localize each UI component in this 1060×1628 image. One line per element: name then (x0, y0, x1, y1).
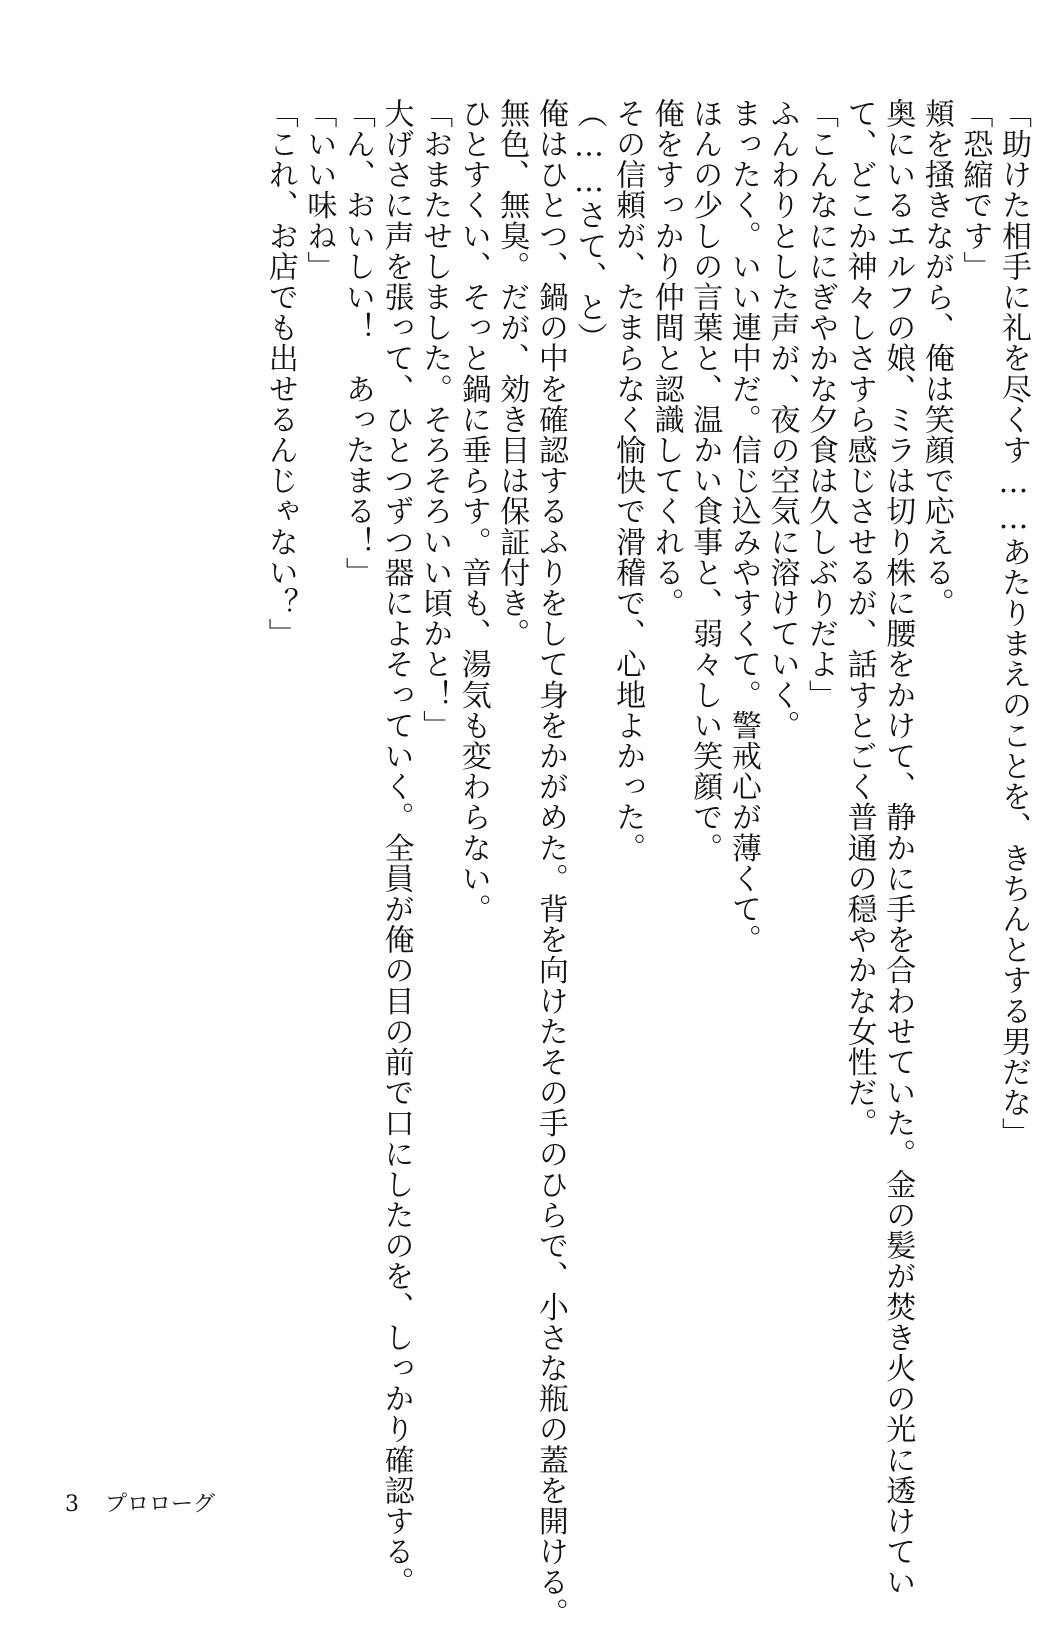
text-line: 「これ、お店でも出せるんじゃない？」 (262, 98, 298, 649)
text-line: ほんの少しの言葉と、温かい食事と、弱々しい笑顔で。 (687, 98, 723, 863)
text-line: 頬を掻きながら、俺は笑顔で応える。 (918, 98, 954, 619)
text-line: まったく。いい連中だ。信じ込みやすくて。警戒心が薄くて。 (725, 98, 761, 955)
text-line: ふんわりとした声が、夜の空気に溶けていく。 (764, 98, 800, 741)
text-line: ひとすくい、そっと鍋に垂らす。音も、湯気も変わらない。 (455, 98, 491, 925)
text-line: 無色、無臭。だが、効き目は保証付き。 (494, 98, 530, 649)
text-line: 「恐縮です」 (957, 98, 993, 282)
text-line: 「こんなににぎやかな夕食は久しぶりだよ」 (803, 98, 839, 710)
text-line: （……さて、と） (571, 98, 607, 353)
text-line: 奥にいるエルフの娘、ミラは切り株に腰をかけて、静かに手を合わせていた。金の髪が焚き火の光に透けてい (880, 98, 916, 1598)
text-line: 「ん、おいしい！ あったまる！」 (339, 98, 375, 588)
text-line: 「おまたせしました。そろそろいい頃かと！」 (417, 98, 453, 741)
text-line: て、どこか神々しさすら感じさせるが、話すとごく普通の穏やかな女性だ。 (841, 98, 877, 1139)
text-line: 俺をすっかり仲間と認識してくれる。 (648, 98, 684, 619)
text-line: 「いい味ね」 (301, 98, 337, 282)
text-line: 「助けた相手に礼を尽くす……あたりまえのことを、きちんとする男だな」 (996, 98, 1031, 1149)
text-line: 俺はひとつ、鍋の中を確認するふりをして身をかがめた。背を向けたその手のひらで、小さな瓶の蓋を開ける。 (532, 98, 568, 1628)
page-number: 3 (64, 1492, 79, 1517)
text-line: 大げさに声を張って、ひとつずつ器によそっていく。全員が俺の目の前で口にしたのを、しっかり確認する。 (378, 98, 414, 1598)
text-line: その信頼が、たまらなく愉快で滑稽で、心地よかった。 (610, 98, 646, 863)
page-footer (37, 1462, 215, 1543)
chapter-title: プロローグ (104, 1492, 215, 1517)
